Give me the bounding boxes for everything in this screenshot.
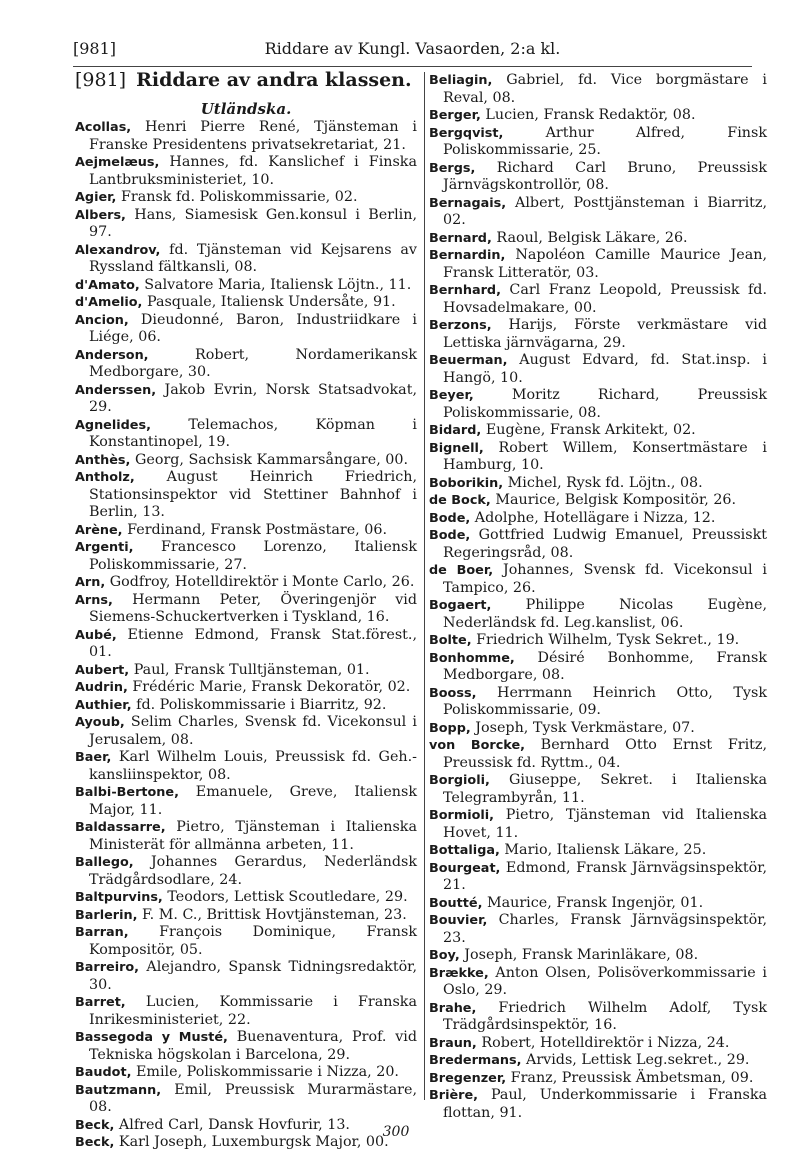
- entry-text: François Dominique, Fransk Kompositör, 05.: [89, 924, 417, 958]
- list-item: [429, 597, 767, 632]
- list-item: [429, 685, 767, 720]
- entry-surname: Bautzmann,: [75, 1082, 162, 1098]
- list-item: [75, 242, 417, 277]
- entry-surname: Alexandrov,: [75, 242, 161, 258]
- entry-surname: Bassegoda y Musté,: [75, 1030, 228, 1045]
- entry-surname: Boutté,: [429, 895, 483, 911]
- entry-text: Charles, Fransk Järnvägsinspektör, 23.: [443, 912, 767, 946]
- right-entry-list: [429, 72, 767, 1122]
- entry-text: Gottfried Ludwig Emanuel, Preussiskt Regeringsråd, 08.: [443, 527, 767, 561]
- entry-surname: Barran,: [75, 925, 129, 940]
- entry-text: Alfred Carl, Dansk Hovfurir, 13.: [114, 1116, 350, 1133]
- entry-text: Moritz Richard, Preussisk Poliskommissarie, 08.: [443, 387, 767, 421]
- list-item: [75, 907, 417, 925]
- list-item: [429, 72, 767, 107]
- entry-surname: Arns,: [75, 592, 113, 608]
- entry-surname: Aejmelæus,: [75, 155, 160, 170]
- list-item: [429, 107, 767, 125]
- entry-text: Johannes, Svensk fd. Vicekonsul i Tampico, 26.: [443, 562, 767, 596]
- list-item: [75, 452, 417, 470]
- entry-text: Hermann Peter, Överingenjör vid Siemens-Schuckertverken i Tyskland, 16.: [89, 591, 417, 625]
- entry-surname: Brække,: [429, 965, 489, 981]
- entry-surname: Beuerman,: [429, 353, 508, 368]
- list-item: [75, 207, 417, 242]
- entry-text: Arthur Alfred, Finsk Poliskommissarie, 25.: [443, 124, 767, 158]
- list-item: [429, 772, 767, 807]
- entry-surname: Barret,: [75, 995, 126, 1010]
- entry-surname: Ancion,: [75, 312, 129, 328]
- list-item: [429, 125, 767, 160]
- entry-text: Selim Charles, Svensk fd. Vicekonsul i Jerusalem, 08.: [89, 714, 417, 748]
- list-item: [75, 189, 417, 207]
- section-subtitle: Utländska.: [200, 100, 292, 118]
- entry-text: Paul, Underkommissarie i Franska flottan, 91.: [443, 1087, 767, 1121]
- entry-text: Alejandro, Spansk Tidningsredaktör, 30.: [89, 959, 417, 993]
- list-item: [75, 154, 417, 189]
- list-item: [75, 539, 417, 574]
- entry-text: Joseph, Fransk Marinläkare, 08.: [459, 947, 699, 963]
- list-item: [75, 469, 417, 522]
- list-item: [75, 119, 417, 154]
- list-item: [429, 860, 767, 895]
- list-item: [75, 277, 417, 295]
- list-item: [429, 230, 767, 248]
- left-entry-list: [75, 119, 417, 1152]
- entry-surname: Albers,: [75, 207, 126, 223]
- list-item: [429, 1087, 767, 1122]
- list-item: [429, 247, 767, 282]
- entry-surname: Bignell,: [429, 440, 484, 456]
- entry-surname: Beliagin,: [429, 73, 493, 88]
- entry-text: Karl Joseph, Luxemburgsk Major, 00.: [114, 1134, 389, 1150]
- list-item: [75, 784, 417, 819]
- list-item: [75, 522, 417, 540]
- list-item: [75, 574, 417, 592]
- entry-text: Ferdinand, Fransk Postmästare, 06.: [122, 521, 387, 538]
- entry-text: Gabriel, fd. Vice borgmästare i Reval, 08.: [443, 72, 767, 106]
- entry-surname: Bouvier,: [429, 913, 488, 928]
- entry-surname: Brière,: [429, 1088, 478, 1103]
- list-item: [75, 697, 417, 715]
- entry-text: Telemachos, Köpman i Konstantinopel, 19.: [89, 416, 417, 450]
- entry-surname: Boy,: [429, 948, 460, 963]
- section-heading: [75, 69, 417, 98]
- entry-text: Johannes Gerardus, Nederländsk Trädgårdsodlare, 24.: [89, 854, 417, 888]
- list-item: [429, 422, 767, 440]
- entry-surname: Bernardin,: [429, 248, 506, 263]
- entry-surname: Bourgeat,: [429, 860, 501, 876]
- list-item: [75, 627, 417, 662]
- entry-text: Fransk fd. Poliskommissarie, 02.: [116, 189, 358, 205]
- list-item: [429, 317, 767, 352]
- list-item: [429, 842, 767, 860]
- list-item: [75, 889, 417, 907]
- entry-text: Mario, Italiensk Läkare, 25.: [499, 842, 707, 858]
- list-item: [75, 417, 417, 452]
- entry-surname: Baltpurvins,: [75, 890, 163, 905]
- entry-text: Maurice, Belgisk Kompositör, 26.: [490, 492, 737, 508]
- header-rule: [73, 66, 752, 67]
- list-item: [429, 737, 767, 772]
- list-item: [75, 294, 417, 312]
- entry-text: Dieudonné, Baron, Industriidkare i Liége, 06.: [89, 311, 417, 345]
- entry-surname: Baer,: [75, 750, 112, 765]
- entry-surname: Baudot,: [75, 1065, 132, 1080]
- list-item: [75, 959, 417, 994]
- list-item: [429, 282, 767, 317]
- entry-surname: Argenti,: [75, 540, 134, 555]
- entry-surname: Agnelides,: [75, 417, 151, 433]
- entry-surname: Barreiro,: [75, 960, 140, 975]
- list-item: [429, 440, 767, 475]
- entry-surname: Bredermans,: [429, 1053, 522, 1068]
- list-item: [75, 382, 417, 417]
- entry-surname: Anderson,: [75, 347, 149, 363]
- entry-surname: Authier,: [75, 697, 132, 713]
- list-item: [429, 632, 767, 650]
- entry-surname: Boborikin,: [429, 475, 504, 491]
- entry-surname: Bopp,: [429, 720, 471, 736]
- entry-text: Georg, Sachsisk Kammarsångare, 00.: [130, 451, 409, 468]
- entry-text: Raoul, Belgisk Läkare, 26.: [491, 229, 688, 246]
- list-item: [429, 965, 767, 1000]
- entry-text: Michel, Rysk fd. Löjtn., 08.: [503, 474, 703, 491]
- entry-text: Richard Carl Bruno, Preussisk Järnvägskontrollör, 08.: [443, 159, 767, 193]
- entry-surname: Brahe,: [429, 1000, 477, 1016]
- entry-text: Emanuele, Greve, Italiensk Major, 11.: [89, 784, 417, 818]
- entry-surname: Ballego,: [75, 855, 134, 870]
- entry-text: Pietro, Tjänsteman vid Italienska Hovet, 11.: [443, 807, 767, 841]
- list-item: [429, 912, 767, 947]
- list-item: [429, 510, 767, 528]
- list-item: [429, 562, 767, 597]
- entry-surname: Beyer,: [429, 388, 474, 403]
- list-item: [429, 895, 767, 913]
- list-item: [75, 1064, 417, 1082]
- entry-surname: Aubert,: [75, 662, 130, 678]
- entry-surname: Balbi-Bertone,: [75, 785, 179, 800]
- entry-text: Herrmann Heinrich Otto, Tysk Poliskommissarie, 09.: [443, 684, 767, 718]
- list-item: [75, 347, 417, 382]
- list-item: [75, 854, 417, 889]
- list-item: [75, 1082, 417, 1117]
- entry-text: Etienne Edmond, Fransk Stat.förest., 01.: [89, 626, 417, 660]
- running-title: Riddare av Kungl. Vasaorden, 2:a kl.: [264, 39, 561, 58]
- entry-text: August Edvard, fd. Stat.insp. i Hangö, 10.: [443, 352, 767, 386]
- list-item: [75, 819, 417, 854]
- entry-text: Friedrich Wilhelm, Tysk Sekret., 19.: [471, 632, 740, 648]
- list-item: [429, 492, 767, 510]
- entry-surname: Bernhard,: [429, 283, 501, 298]
- entry-surname: Agier,: [75, 190, 117, 205]
- entry-surname: Bogaert,: [429, 598, 492, 613]
- entry-surname: de Bock,: [429, 493, 491, 508]
- entry-text: Eugène, Fransk Arkitekt, 02.: [481, 422, 696, 438]
- entry-surname: Booss,: [429, 685, 477, 701]
- list-item: [429, 352, 767, 387]
- entry-text: Philippe Nicolas Eugène, Nederländsk fd. Leg.kanslist, 06.: [443, 597, 767, 631]
- list-item: [75, 924, 417, 959]
- entry-text: Francesco Lorenzo, Italiensk Poliskommissarie, 27.: [89, 539, 417, 573]
- entry-surname: Bergqvist,: [429, 125, 504, 141]
- entry-surname: Ayoub,: [75, 715, 125, 730]
- entry-text: Friedrich Wilhelm Adolf, Tysk Trädgårdsinspektör, 16.: [443, 999, 767, 1033]
- entry-surname: Bernagais,: [429, 195, 507, 211]
- entry-surname: Bormioli,: [429, 808, 495, 823]
- entry-text: Pietro, Tjänsteman i Italienska Ministerät för allmänna arbeten, 11.: [89, 819, 417, 853]
- entry-text: Buenaventura, Prof. vid Tekniska högskolan i Barcelona, 29.: [89, 1029, 417, 1063]
- list-item: [429, 387, 767, 422]
- entry-text: Harijs, Förste verkmästare vid Lettiska järnvägarna, 29.: [443, 317, 767, 351]
- list-item: [75, 749, 417, 784]
- entry-surname: Anthès,: [75, 452, 131, 468]
- entry-text: Jakob Evrin, Norsk Statsadvokat, 29.: [89, 381, 417, 415]
- entry-text: Edmond, Fransk Järnvägsinspektör, 21.: [443, 859, 767, 893]
- entry-text: Godfroy, Hotelldirektör i Monte Carlo, 26.: [105, 574, 415, 590]
- list-item: [75, 592, 417, 627]
- entry-surname: Aubé,: [75, 627, 117, 643]
- list-item: [429, 1052, 767, 1070]
- list-item: [429, 1070, 767, 1088]
- entry-surname: Audrin,: [75, 680, 128, 695]
- entry-text: Carl Franz Leopold, Preussisk fd. Hovsadelmakare, 00.: [443, 282, 767, 316]
- entry-surname: Borgioli,: [429, 773, 490, 788]
- entry-text: fd. Tjänsteman vid Kejsarens av Ryssland fältkansli, 08.: [89, 241, 417, 275]
- section-title: Riddare av andra klassen.: [136, 69, 412, 91]
- entry-surname: Bernard,: [429, 230, 492, 246]
- entry-text: Franz, Preussisk Ämbetsman, 09.: [506, 1069, 754, 1086]
- entry-text: Giuseppe, Sekret. i Italienska Telegrambyrån, 11.: [443, 772, 767, 806]
- entry-surname: Baldassarre,: [75, 820, 166, 835]
- list-item: [429, 1035, 767, 1053]
- entry-text: F. M. C., Brittisk Hovtjänsteman, 23.: [137, 906, 407, 923]
- entry-text: Robert, Nordamerikansk Medborgare, 30.: [89, 346, 417, 380]
- entry-surname: d'Amelio,: [75, 295, 143, 310]
- list-item: [75, 994, 417, 1029]
- entry-surname: Arn,: [75, 575, 106, 590]
- entry-text: August Heinrich Friedrich, Stationsinspektor vid Stettiner Bahnhof i Berlin, 13.: [89, 469, 417, 520]
- page-number: 300: [382, 1124, 410, 1140]
- entry-surname: Bidard,: [429, 423, 482, 438]
- entry-text: Emile, Poliskommissarie i Nizza, 20.: [131, 1064, 399, 1080]
- entry-text: Hans, Siamesisk Gen.konsul i Berlin, 97.: [89, 206, 417, 240]
- entry-text: Paul, Fransk Tulltjänsteman, 01.: [129, 661, 370, 678]
- entry-text: Napoléon Camille Maurice Jean, Fransk Litteratör, 03.: [443, 247, 767, 281]
- entry-surname: Arène,: [75, 522, 123, 538]
- list-item: [429, 475, 767, 493]
- entry-text: Albert, Posttjänsteman i Biarritz, 02.: [443, 194, 767, 228]
- entry-surname: Beck,: [75, 1117, 115, 1133]
- entry-text: Teodors, Lettisk Scoutledare, 29.: [162, 889, 408, 905]
- list-item: [75, 714, 417, 749]
- entry-text: Bernhard Otto Ernst Fritz, Preussisk fd. Ryttm., 04.: [443, 737, 767, 771]
- entry-text: Maurice, Fransk Ingenjör, 01.: [482, 894, 704, 911]
- entry-surname: Bode,: [429, 510, 471, 526]
- entry-text: Lucien, Fransk Redaktör, 08.: [480, 107, 696, 123]
- entry-surname: Bonhomme,: [429, 650, 515, 666]
- entry-surname: Barlerin,: [75, 907, 138, 923]
- entry-surname: Bottaliga,: [429, 843, 500, 858]
- entry-text: Henri Pierre René, Tjänsteman i Franske Presidentens privatsekretariat, 21.: [89, 119, 417, 153]
- entry-surname: Antholz,: [75, 470, 135, 485]
- entry-surname: Anderssen,: [75, 382, 157, 398]
- entry-text: Désiré Bonhomme, Fransk Medborgare, 08.: [443, 649, 767, 683]
- page-label: [981]: [73, 39, 117, 58]
- entry-surname: Berger,: [429, 108, 481, 123]
- entry-text: Joseph, Tysk Verkmästare, 07.: [470, 719, 695, 736]
- entry-surname: Beck,: [75, 1135, 115, 1150]
- column-divider: [424, 72, 425, 1100]
- list-item: [75, 1029, 417, 1064]
- list-item: [429, 1000, 767, 1035]
- list-item: [75, 662, 417, 680]
- list-item: [75, 312, 417, 347]
- entry-text: Emil, Preussisk Murarmästare, 08.: [89, 1081, 417, 1115]
- entry-text: Karl Wilhelm Louis, Preussisk fd. Geh.-kansliinspektor, 08.: [89, 749, 417, 783]
- list-item: [75, 679, 417, 697]
- entry-surname: Acollas,: [75, 120, 132, 135]
- list-item: [429, 527, 767, 562]
- entry-surname: Bolte,: [429, 633, 472, 648]
- list-item: [429, 720, 767, 738]
- list-item: [429, 195, 767, 230]
- entry-text: Robert, Hotelldirektör i Nizza, 24.: [476, 1034, 730, 1051]
- entry-text: Frédéric Marie, Fransk Dekoratör, 02.: [127, 679, 411, 695]
- entry-surname: de Boer,: [429, 563, 494, 578]
- list-item: [429, 650, 767, 685]
- section-number: [981]: [75, 69, 127, 91]
- left-column: [75, 69, 417, 1152]
- entry-text: Salvatore Maria, Italiensk Löjtn., 11.: [139, 276, 412, 293]
- list-item: [429, 160, 767, 195]
- list-item: [429, 807, 767, 842]
- list-item: [429, 947, 767, 965]
- entry-surname: Bregenzer,: [429, 1070, 507, 1086]
- entry-surname: Bergs,: [429, 160, 476, 176]
- entry-surname: Berzons,: [429, 318, 492, 333]
- entry-surname: Braun,: [429, 1035, 477, 1051]
- entry-text: Hannes, fd. Kanslichef i Finska Lantbruksministeriet, 10.: [89, 154, 417, 188]
- entry-surname: Bode,: [429, 528, 471, 543]
- entry-text: Arvids, Lettisk Leg.sekret., 29.: [521, 1052, 750, 1068]
- entry-surname: d'Amato,: [75, 277, 140, 293]
- running-head: [73, 38, 752, 60]
- entry-text: Pasquale, Italiensk Undersåte, 91.: [142, 294, 396, 310]
- entry-text: Lucien, Kommissarie i Franska Inrikesministeriet, 22.: [89, 994, 417, 1028]
- entry-text: fd. Poliskommissarie i Biarritz, 92.: [131, 696, 387, 713]
- entry-text: Adolphe, Hotellägare i Nizza, 12.: [470, 509, 716, 526]
- entry-text: Robert Willem, Konsertmästare i Hamburg, 10.: [443, 439, 767, 473]
- right-column: [429, 72, 767, 1122]
- entry-surname: von Borcke,: [429, 738, 525, 753]
- entry-text: Anton Olsen, Polisöverkommissarie i Oslo, 29.: [443, 964, 767, 998]
